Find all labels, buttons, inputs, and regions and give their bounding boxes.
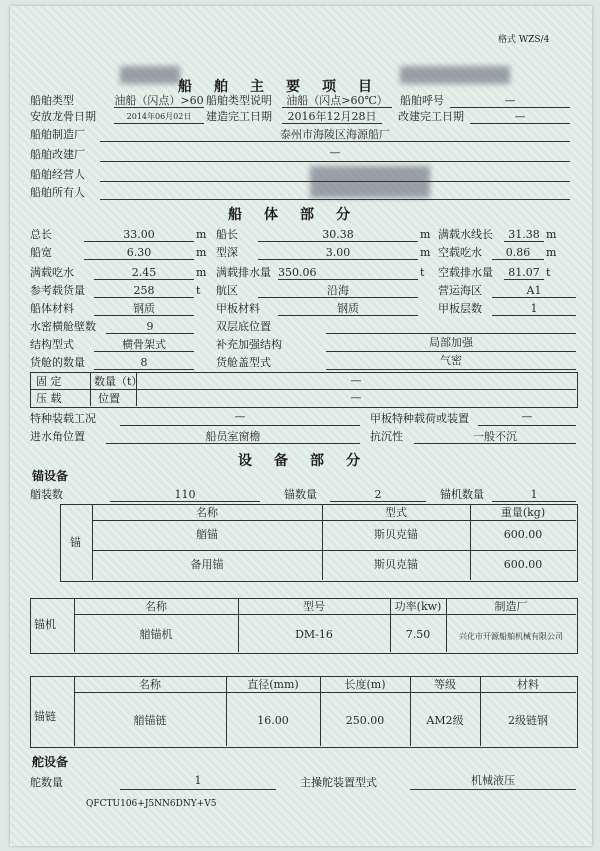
empty-disp-value: 81.07 (508, 266, 540, 279)
windlass-model: DM-16 (295, 628, 333, 641)
ref-cargo-value: 258 (133, 284, 155, 297)
anchor-count-value: 110 (174, 488, 196, 501)
chain-header-diameter: 直径(mm) (247, 678, 299, 691)
owner-label: 船舶所有人 (30, 186, 85, 199)
unit-t: t (196, 284, 201, 297)
service-area-value: A1 (526, 284, 542, 297)
builder-value: 泰州市海陵区海源船厂 (280, 128, 390, 141)
service-area-label: 营运海区 (438, 284, 482, 297)
windlass-header-maker: 制造厂 (494, 600, 528, 613)
sink-label: 抗沉性 (370, 430, 403, 443)
anchor-row-weight: 600.00 (503, 558, 543, 571)
reinforce-value: 局部加强 (429, 336, 473, 349)
material-label: 船体材料 (30, 302, 74, 315)
special-label: 特种装载工况 (30, 412, 96, 425)
rudder-gear-value: 机械液压 (471, 774, 515, 787)
keel-date-label: 安放龙骨日期 (30, 110, 96, 123)
anchor-section-title: 锚设备 (32, 469, 69, 483)
chain-header-material: 材料 (517, 678, 539, 691)
ship-type-label: 船舶类型 (30, 94, 74, 107)
chain-header-grade: 等级 (434, 678, 456, 691)
anchor-row-label: 锚 (70, 536, 81, 549)
depth-label: 型深 (216, 246, 238, 259)
ship-type-value: 油船（闪点）>60 (114, 94, 204, 107)
full-draft-label: 满载吃水 (30, 266, 74, 279)
length-label: 船长 (216, 228, 238, 241)
windlass-count-label: 锚机数量 (440, 488, 484, 501)
ballast-qty-label: 数量（t） (94, 375, 143, 388)
windlass-name: 艏锚机 (139, 628, 173, 641)
rudder-gear-label: 主操舵装置型式 (300, 776, 377, 789)
builder-label: 船舶制造厂 (30, 128, 85, 141)
structure-label: 结构型式 (30, 338, 74, 351)
double-bottom-label: 双层底位置 (216, 320, 271, 333)
footer-code: QFCTU106+J5NN6DNY+V5 (86, 799, 217, 809)
deck-material-value: 钢质 (337, 302, 359, 315)
deck-load-value: — (521, 410, 533, 423)
call-sign-value: — (504, 94, 516, 107)
ship-type-desc-value: 油船（闪点>60℃） (286, 94, 388, 107)
ballast-pos-label: 位置 (98, 392, 120, 405)
area-value: 沿海 (327, 284, 349, 297)
unit-m: m (196, 266, 207, 279)
operator-label: 船舶经营人 (30, 168, 85, 181)
structure-value: 横骨架式 (122, 338, 166, 351)
anchor-count-label: 艏装数 (30, 488, 63, 501)
rudder-count-value: 1 (194, 774, 202, 787)
build-date-value: 2016年12月28日 (287, 110, 377, 123)
redaction-blur (400, 66, 510, 84)
rebuild-date-value: — (514, 110, 526, 123)
material-value: 钢质 (133, 302, 155, 315)
unit-t: t (420, 266, 425, 279)
breadth-value: 6.30 (126, 246, 152, 259)
rudder-count-label: 舵数量 (30, 776, 63, 789)
redaction-blur (120, 66, 180, 84)
chain-material: 2级链钢 (508, 714, 548, 727)
windlass-count-value: 1 (530, 488, 538, 501)
deck-layers-label: 甲板层数 (438, 302, 482, 315)
breadth-label: 船宽 (30, 246, 52, 259)
holds-value: 8 (140, 356, 148, 369)
rudder-section-title: 舵设备 (32, 755, 69, 769)
rebuild-date-label: 改建完工日期 (398, 110, 464, 123)
redaction-blur (310, 166, 430, 198)
certificate-page (10, 6, 592, 846)
anchor-row-type: 斯贝克锚 (374, 528, 418, 541)
rebuilder-value: — (329, 146, 341, 159)
special-value: — (234, 410, 246, 423)
ref-cargo-label: 参考载货量 (30, 284, 85, 297)
chain-length: 250.00 (345, 714, 385, 727)
form-code: 格式 WZS/4 (498, 35, 550, 45)
full-draft-value: 2.45 (131, 266, 157, 279)
call-sign-label: 船舶呼号 (400, 94, 444, 107)
chain-name: 艏锚链 (133, 714, 167, 727)
chain-grade: AM2级 (426, 714, 464, 727)
hatch-label: 货舱盖型式 (216, 356, 271, 369)
wl-length-value: 31.38 (508, 228, 540, 241)
section-title-main: 船舶主要项目 (178, 79, 394, 95)
unit-m: m (420, 228, 431, 241)
anchors-label: 锚数量 (284, 488, 317, 501)
full-disp-value: 350.06 (278, 266, 317, 279)
wl-length-label: 满载水线长 (438, 228, 493, 241)
area-label: 航区 (216, 284, 238, 297)
ballast-fixed-label: 固 定 (36, 375, 62, 388)
rebuilder-label: 船舶改建厂 (30, 148, 85, 161)
unit-t: t (546, 266, 551, 279)
anchor-row-name: 备用锚 (190, 558, 224, 571)
empty-draft-value: 0.86 (505, 246, 531, 259)
anchor-header-name: 名称 (196, 506, 218, 519)
depth-value: 3.00 (325, 246, 351, 259)
unit-m: m (196, 228, 207, 241)
loa-value: 33.00 (123, 228, 155, 241)
unit-m: m (196, 246, 207, 259)
anchors-value: 2 (374, 488, 382, 501)
loa-label: 总长 (30, 228, 52, 241)
ballast-press-label: 压 载 (36, 392, 62, 405)
chain-header-name: 名称 (139, 678, 161, 691)
unit-m: m (546, 246, 557, 259)
bulkheads-value: 9 (146, 320, 154, 333)
build-date-label: 建造完工日期 (206, 110, 272, 123)
windlass-row-label: 锚机 (34, 618, 56, 631)
windlass-header-name: 名称 (145, 600, 167, 613)
unit-m: m (420, 246, 431, 259)
anchor-row-name: 艏锚 (196, 528, 218, 541)
windlass-maker: 兴化市开源船舶机械有限公司 (459, 632, 563, 641)
ship-type-desc-label: 船舶类型说明 (206, 94, 272, 107)
section-title-equipment: 设备部分 (238, 453, 382, 469)
anchor-row-type: 斯贝克锚 (374, 558, 418, 571)
deck-material-label: 甲板材料 (216, 302, 260, 315)
chain-row-label: 锚链 (34, 710, 56, 723)
deck-layers-value: 1 (530, 302, 538, 315)
hatch-value: 气密 (440, 354, 462, 367)
chain-header-length: 长度(m) (344, 678, 386, 691)
anchor-header-type: 型式 (385, 506, 407, 519)
windlass-header-model: 型号 (303, 600, 325, 613)
reinforce-label: 补充加强结构 (216, 338, 282, 351)
keel-date-value: 2014年06月02日 (126, 112, 192, 121)
anchor-header-weight: 重量(kg) (500, 506, 546, 519)
empty-draft-label: 空载吃水 (438, 246, 482, 259)
windlass-header-power: 功率(kw) (394, 600, 442, 613)
flood-label: 进水角位置 (30, 430, 85, 443)
length-value: 30.38 (322, 228, 354, 241)
bulkheads-label: 水密横舱壁数 (30, 320, 96, 333)
windlass-power: 7.50 (405, 628, 431, 641)
ballast-qty-value: — (350, 374, 362, 387)
chain-diameter: 16.00 (257, 714, 289, 727)
sink-value: 一般不沉 (473, 430, 517, 443)
empty-disp-label: 空载排水量 (438, 266, 493, 279)
full-disp-label: 满载排水量 (216, 266, 271, 279)
deck-load-label: 甲板特种载荷或装置 (370, 412, 469, 425)
section-title-hull: 船体部分 (228, 207, 372, 223)
anchor-row-weight: 600.00 (503, 528, 543, 541)
unit-m: m (546, 228, 557, 241)
flood-value: 船员室窗檐 (205, 430, 261, 443)
ballast-pos-value: — (350, 391, 362, 404)
holds-label: 货舱的数量 (30, 356, 85, 369)
